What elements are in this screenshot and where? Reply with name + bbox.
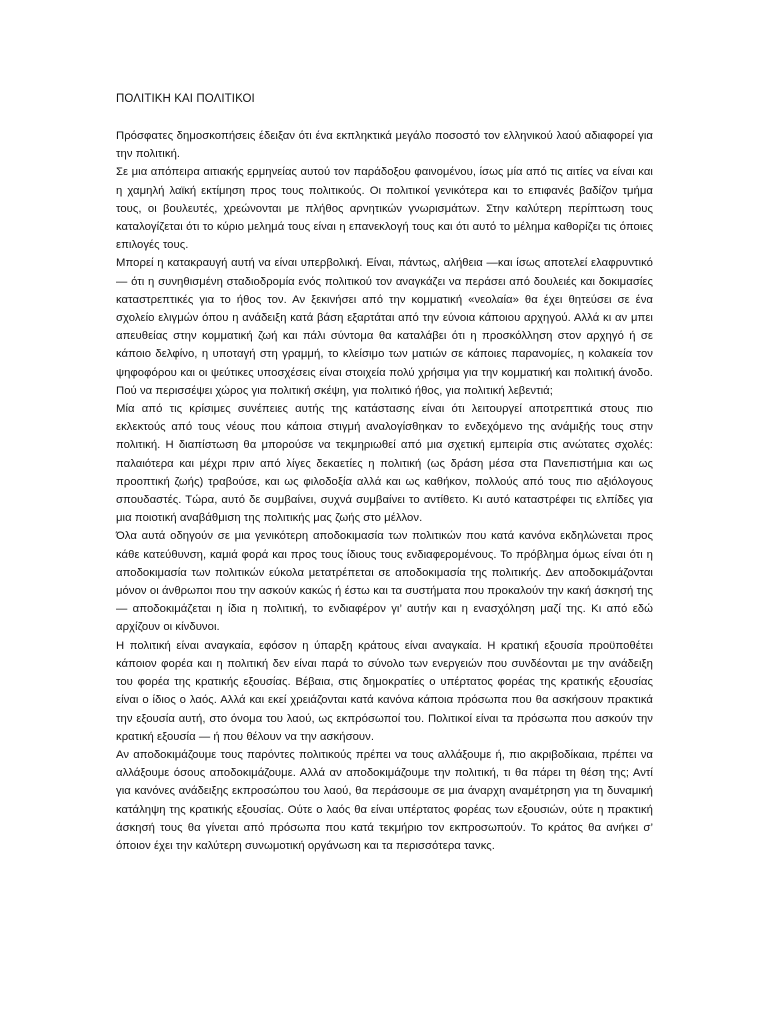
paragraph-2: Σε μια απόπειρα αιτιακής ερμηνείας αυτού τον παράδοξου φαινομένου, ίσως μία από τις αιτίες να είναι και η χαμηλή λαϊκή εκτίμηση προς τους πολιτικούς. Οι πολιτικοί γενικότερα και το επιφανές βαδίζον τμήμα τους, οι βουλευτές, χρεώνονται με πλήθος αρνητικών γνωρισμάτων. Στην καλύτερη περίπτωση τους καταλογίζεται ότι το κύριο μελημά τους είναι η επανεκλογή τους και ότι αυτό το μέλημα καθορίζει τις όποιες επιλογές τους.: [116, 166, 653, 252]
paragraph-6: Η πολιτική είναι αναγκαία, εφόσον η ύπαρξη κράτους είναι αναγκαία. Η κρατική εξουσία προϋποθέτει κάποιον φορέα και η πολιτική δεν είναι παρά το σύνολο των ενεργειών που συνδέονται με την ανάδειξη του φορέα της κρατικής εξουσίας. Βέβαια, στις δημοκρατίες ο υπέρτατος φορέας της κρατικής εξουσίας είναι ο ίδιος ο λαός. Αλλά και εκεί χρειάζονται κατά κανόνα κάποια πρόσωπα που θα ασκήσουν πρακτικά την εξουσία αυτή, στο όνομα του λαού, ως εκπρόσωποί του. Πολιτικοί είναι τα πρόσωπα που ασκούν την κρατική εξουσία — ή που θέλουν να την ασκήσουν.: [116, 639, 653, 743]
paragraph-5: Όλα αυτά οδηγούν σε μια γενικότερη αποδοκιμασία των πολιτικών που κατά κανόνα εκδηλώνεται προς κάθε κατεύθυνση, καμιά φορά και προς τους ίδιους τους ενδιαφερομένους. Το πρόβλημα όμως είναι ότι η αποδοκιμασία των πολιτικών εύκολα μετατρέπεται σε αποδοκιμασία της πολιτικής. Δεν αποδοκιμάζονται μόνον οι άνθρωποι που την ασκούν κακώς ή έστω και τα συστήματα που προκαλούν την κακή άσκησή της — αποδοκιμάζεται η ίδια η πολιτική, το ενδιαφέρον γι’ αυτήν και η ενασχόληση μαζί της. Κι από εδώ αρχίζουν οι κίνδυνοι.: [116, 530, 653, 634]
document-page: [116, 91, 653, 855]
paragraph-3: Μπορεί η κατακραυγή αυτή να είναι υπερβολική. Είναι, πάντως, αλήθεια —και ίσως αποτελεί ελαφρυντικό— ότι η συνηθισμένη σταδιοδρομία ενός πολιτικού τον αναγκάζει να περάσει από δουλειές και δοκιμασίες καταστρεπτικές για το ήθος τον. Αν ξεκινήσει από την κομματική «νεολαία» θα έχει θητεύσει σε ένα σχολείο ελιγμών όπου η ανάδειξη κατά βάση εξαρτάται από την εύνοια κάποιου αρχηγού. Αλλά κι αν μπει απευθείας στην κομματική ζωή και πάλι σύντομα θα καταλάβει ότι η προσκόλληση στον αρχηγό ή σε κάποιο δελφίνο, η υποταγή στη γραμμή, το κλείσιμο των ματιών σε κάποιες παρανομίες, η κολακεία τον ψηφοφόρου και οι ψεύτικες υποσχέσεις είναι στοιχεία πολύ χρήσιμα για την κομματική και πολιτική άνοδο. Πού να περισσέψει χώρος για πολιτική σκέψη, για πολιτικό ήθος, για πολιτική λεβεντιά;: [116, 257, 653, 397]
paragraph-1: Πρόσφατες δημοσκοπήσεις έδειξαν ότι ένα εκπληκτικά μεγάλο ποσοστό τον ελληνικού λαού αδιαφορεί για την πολιτική.: [116, 130, 653, 161]
paragraph-7: Αν αποδοκιμάζουμε τους παρόντες πολιτικούς πρέπει να τους αλλάξουμε ή, πιο ακριβοδίκαια, πρέπει να αλλάξουμε όσους αποδοκιμάζουμε. Αλλά αν αποδοκιμάζουμε την πολιτική, τι θα πάρει τη θέση της; Αντί για κανόνες ανάδειξης εκπροσώπου του λαού, θα περάσουμε σε μια άναρχη αναμέτρηση για τη δυναμική κατάληψη της κρατικής εξουσίας. Ούτε ο λαός θα είναι υπέρτατος φορέας των εξουσιών, ούτε η πρακτική άσκησή τους θα γίνεται από πρόσωπα που κατά τεκμήριο τον εκπροσωπούν. Το κράτος θα ανήκει σ’ όποιον έχει την καλύτερη συνωμοτική οργάνωση και τα περισσότερα τανκς.: [116, 748, 653, 852]
paragraph-4: Μία από τις κρίσιμες συνέπειες αυτής της κατάστασης είναι ότι λειτουργεί αποτρεπτικά στους πιο εκλεκτούς από τους νέους που κάποια στιγμή αναλογίσθηκαν το ενδεχόμενο της ανάμιξής τους στην πολιτική. Η διαπίστωση θα μπορούσε να τεκμηριωθεί από μια σχετική εμπειρία στις ανώτατες σχολές: παλαιότερα και μέχρι πριν από λίγες δεκαετίες η πολιτική (ως δράση μέσα στα Πανεπιστήμια και ως προοπτική ζωής) τραβούσε, και ως φιλοδοξία αλλά και ως καθήκον, πολλούς από τους πιο αξιόλογους σπουδαστές. Τώρα, αυτό δε συμβαίνει, συχνά συμβαίνει το αντίθετο. Κι αυτό καταστρέφει τις ελπίδες για μια ποιοτική αναβάθμιση της πολιτικής μας ζωής στο μέλλον.: [116, 403, 653, 525]
document-title: ΠΟΛΙΤΙΚΗ ΚΑΙ ΠΟΛΙΤΙΚΟΙ: [116, 93, 255, 105]
